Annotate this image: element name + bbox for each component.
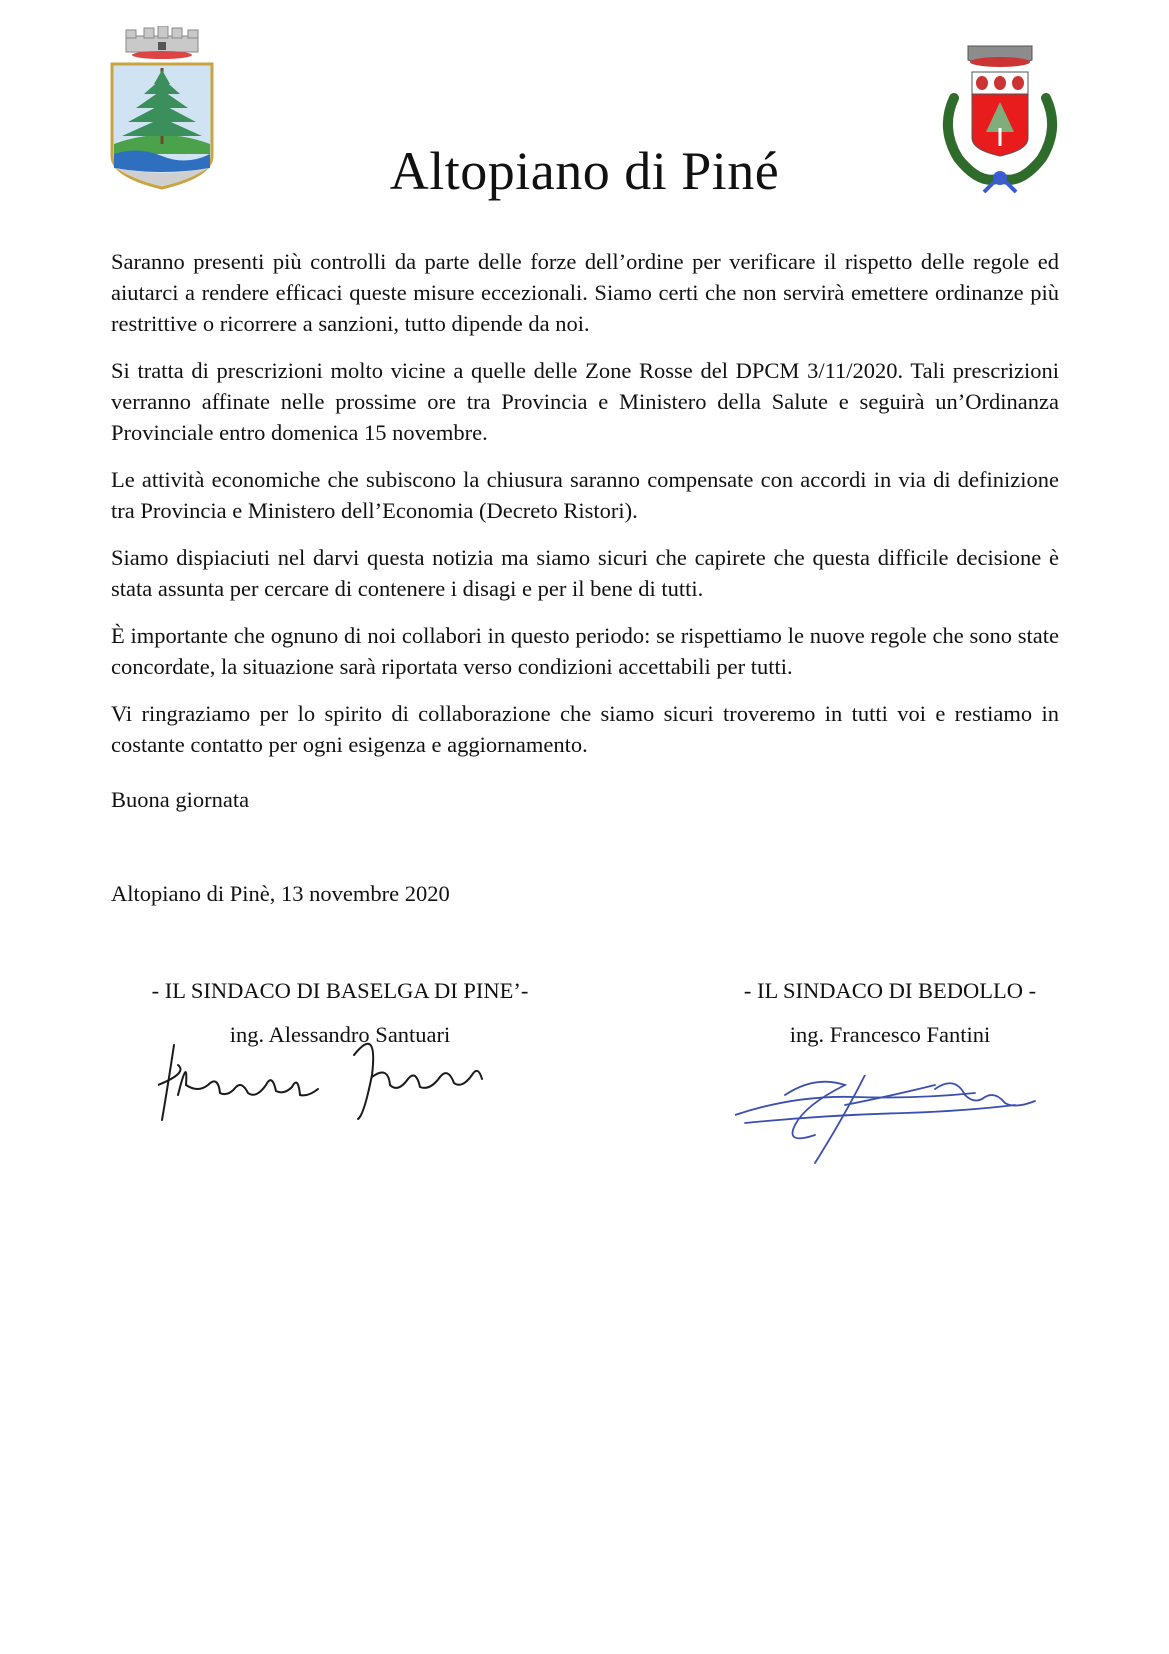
greeting: Buona giornata: [111, 787, 250, 812]
signatory-role: - IL SINDACO DI BASELGA DI PINE’-: [151, 978, 529, 1003]
paragraph: Vi ringraziamo per lo spirito di collaborazione che siamo sicuri troveremo in tutti voi e restiamo in costante contatto per ogni esigenza e aggiornamento.: [111, 701, 1059, 757]
letter-body: [111, 246, 1059, 776]
signature-block-bedollo: [730, 978, 1050, 1048]
paragraph: È importante che ognuno di noi collabori in questo periodo: se rispettiamo le nuove regole che sono state concordate, la situazione sarà riportata verso condizioni accettabili per tutti.: [111, 623, 1059, 679]
signatory-role: - IL SINDACO DI BEDOLLO -: [743, 978, 1037, 1003]
paragraph: Siamo dispiaciuti nel darvi questa notizia ma siamo sicuri che capirete che questa difficile decisione è stata assunta per cercare di contenere i disagi e per il bene di tutti.: [111, 545, 1059, 601]
crown-icon: [968, 46, 1032, 67]
paragraph: Le attività economiche che subiscono la chiusura saranno compensate con accordi in via di definizione tra Provincia e Ministero dell’Economia (Decreto Ristori).: [111, 467, 1059, 523]
signatory-name: ing. Alessandro Santuari: [229, 1022, 451, 1047]
handwritten-signature-santuari: [158, 1035, 508, 1125]
place-date: Altopiano di Pinè, 13 novembre 2020: [111, 881, 450, 906]
handwritten-signature-fantini: [735, 1075, 1045, 1165]
paragraph: Saranno presenti più controlli da parte delle forze dell’ordine per verificare il rispetto delle regole ed aiutarci a rendere efficaci queste misure eccezionali. Siamo certi che non servirà emettere ordinanze più restrittive o ricorrere a sanzioni, tutto dipende da noi.: [111, 249, 1059, 336]
crown-icon: [126, 26, 198, 59]
paragraph: Si tratta di prescrizioni molto vicine a quelle delle Zone Rosse del DPCM 3/11/2020. Tali prescrizioni verranno affinate nelle prossime ore tra Provincia e Ministero della Salute e seguirà un’Ordinanza Provinciale entro domenica 15 novembre.: [111, 358, 1059, 445]
page-title: Altopiano di Piné: [389, 141, 780, 201]
signatory-name: ing. Francesco Fantini: [789, 1022, 991, 1047]
